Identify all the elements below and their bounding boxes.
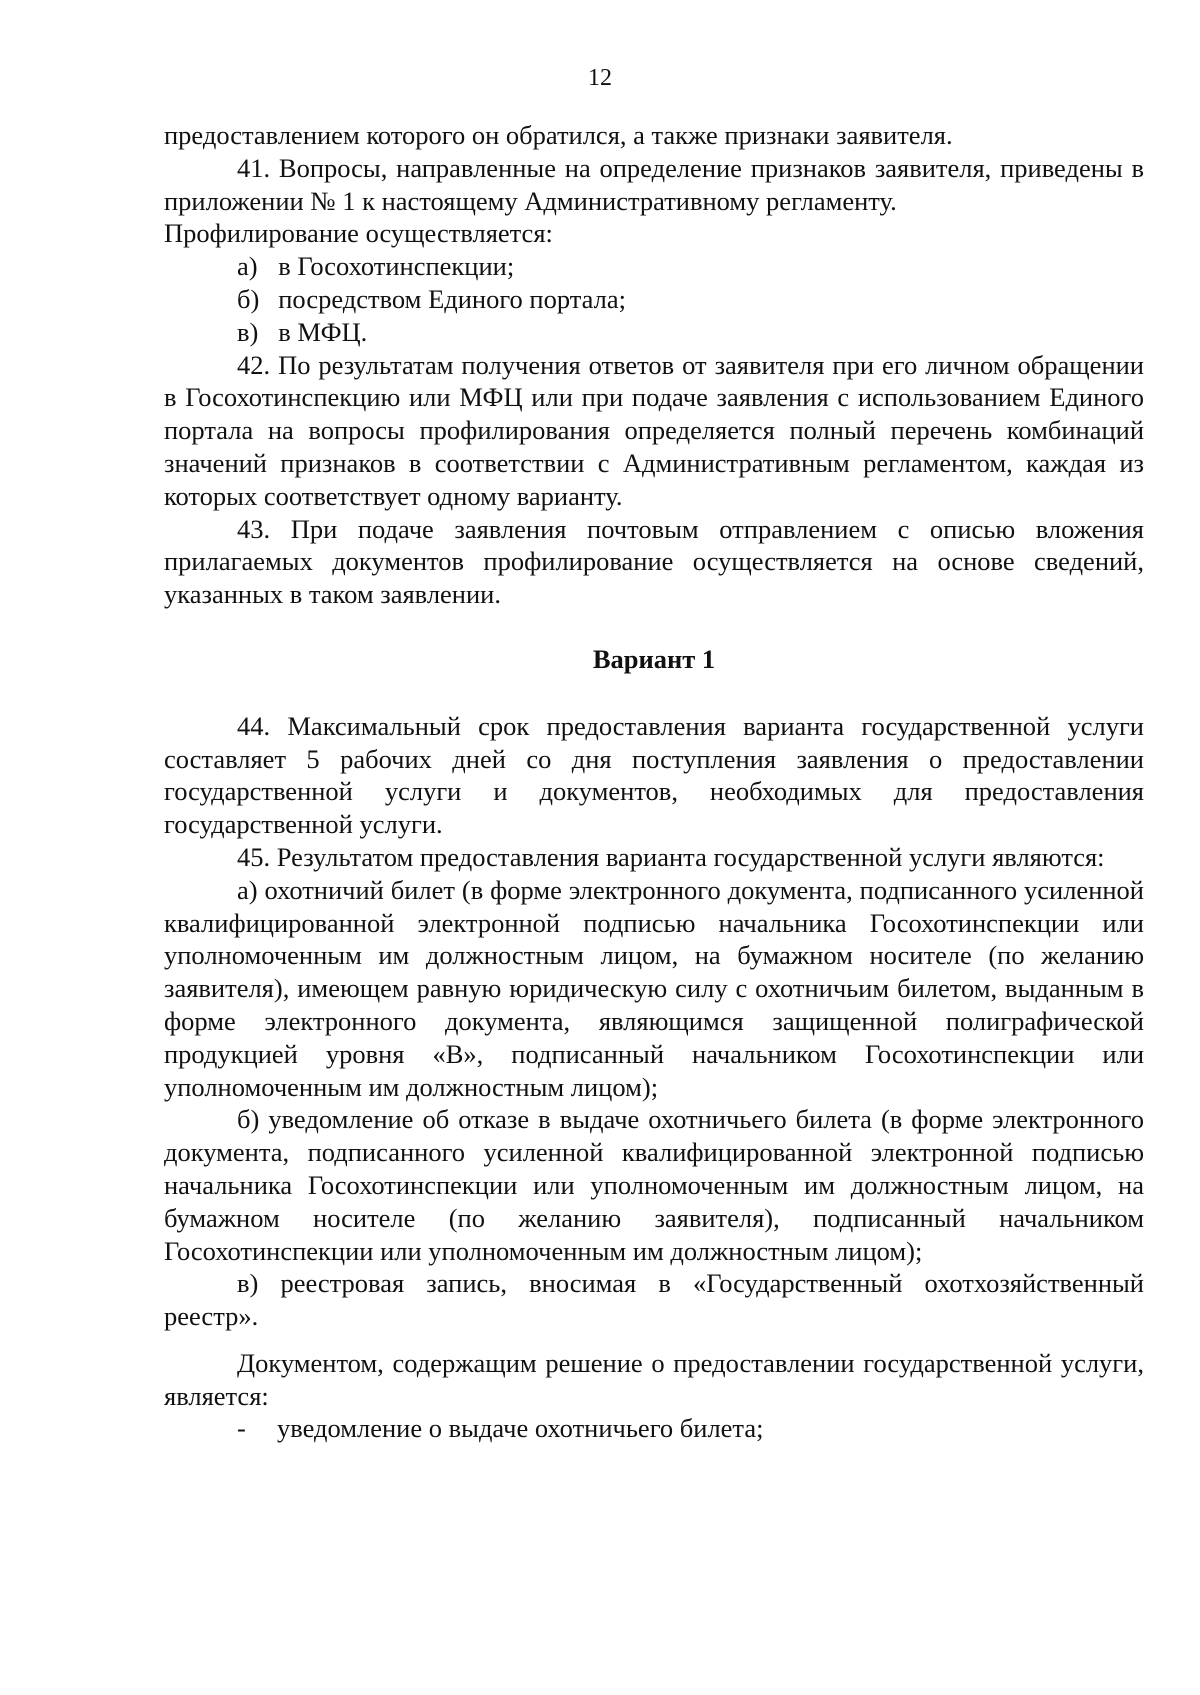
paragraph-44: 44. Максимальный срок предоставления варианта государственной услуги составляет 5 рабочих дней со дня поступления заявления о предоставлении государственной услуги и документов, необходимых для предоставления государственной услуги.: [164, 710, 1144, 840]
list-item-a: [164, 250, 1144, 283]
paragraph-45: 45. Результатом предоставления варианта государственной услуги являются:: [237, 841, 1105, 872]
dash-item-text: уведомление о выдаче охотничьего билета;: [277, 1413, 764, 1444]
page-number: 12: [588, 65, 612, 91]
paragraph-45-a: а) охотничий билет (в форме электронного документа, подписанного усиленной квалифицированной электронной подписью начальника Госохотинспекции или уполномоченным им должностным лицом, на бумажном носителе (по желанию заявителя), имеющем равную юридическую силу с охотничьим билетом, выданным в форме электронного документа, являющимся защищенной полиграфической продукцией уровня «В», подписанный начальником Госохотинспекции или уполномоченным им должностным лицом);: [164, 874, 1144, 1102]
list-text-a: в Госохотинспекции;: [278, 251, 515, 282]
paragraph-decision-document: Документом, содержащим решение о предоставлении государственной услуги, является:: [164, 1347, 1144, 1411]
list-text-b: посредством Единого портала;: [278, 283, 627, 314]
paragraph-41: 41. Вопросы, направленные на определение признаков заявителя, приведены в приложении № 1 к настоящему Административному регламенту.: [164, 152, 1144, 216]
paragraph-45-b: б) уведомление об отказе в выдаче охотничьего билета (в форме электронного документа, подписанного усиленной квалифицированной электронной подписью начальника Госохотинспекции или уполномоченным им должностным лицом, на бумажном носителе (по желанию заявителя), подписанный начальником Госохотинспекции или уполномоченным им должностным лицом);: [164, 1104, 1144, 1266]
list-label-b: б): [237, 283, 260, 314]
section-heading: Вариант 1: [592, 643, 716, 674]
paragraph-43: 43. При подаче заявления почтовым отправлением с описью вложения прилагаемых документов профилирование осуществляется на основе сведений, указанных в таком заявлении.: [164, 513, 1144, 610]
paragraph-41-profiling: Профилирование осуществляется:: [164, 218, 553, 249]
list-text-v: в МФЦ.: [278, 316, 368, 347]
list-item-b: [164, 283, 1144, 316]
document-body: [164, 119, 1144, 1445]
dash-marker: -: [237, 1413, 246, 1444]
list-label-v: в): [237, 316, 259, 347]
paragraph-continuation: предоставлением которого он обратился, а также признаки заявителя.: [164, 120, 953, 150]
paragraph-45-v: в) реестровая запись, вносимая в «Государственный охотхозяйственный реестр».: [164, 1268, 1144, 1332]
dash-list-item: [164, 1412, 1144, 1445]
list-item-v: [164, 316, 1144, 349]
paragraph-42: 42. По результатам получения ответов от заявителя при его личном обращении в Госохотинспекцию или МФЦ или при подаче заявления с использованием Единого портала на вопросы профилирования определяется полный перечень комбинаций значений признаков в соответствии с Административным регламентом, каждая из которых соответствует одному варианту.: [164, 349, 1144, 511]
list-label-a: а): [237, 251, 258, 282]
